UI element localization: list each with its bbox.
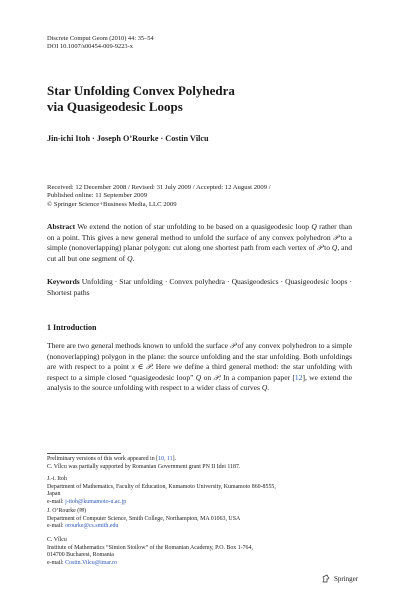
author-list: Jin-ichi Itoh · Joseph O’Rourke · Costin Vîlcu — [47, 134, 209, 143]
section-heading: 1 Introduction — [47, 323, 97, 332]
publisher-name: Springer — [334, 575, 359, 583]
intro-text: . Here we define a third general method: the star unfolding with respect to a simple closed “quasigeodesic loop” — [47, 362, 352, 382]
note-text: ]. — [172, 456, 177, 462]
citation-link[interactable]: 10, 11 — [158, 456, 173, 462]
keywords-text: Unfolding · Star unfolding · Convex polyhedra · Quasigeodesics · Quasigeodesic loops · Shortest paths — [47, 277, 352, 297]
abstract-label: Abstract — [47, 222, 76, 231]
email-label: e-mail: — [47, 560, 66, 567]
math-symbol: 𝒫 — [213, 372, 219, 382]
title-line-1: Star Unfolding Convex Polyhedra — [47, 83, 235, 98]
grant-note: C. Vîlcu was partially supported by Romanian Government grant PN II Idei 1187. — [47, 463, 241, 470]
email-link[interactable]: Costin.Vilcu@imar.ro — [65, 560, 118, 567]
math-symbol: Q — [261, 383, 268, 393]
springer-horse-icon — [321, 574, 331, 584]
intro-text: on — [201, 372, 214, 382]
affiliation-city: 014700 Bucharest, Romania — [47, 552, 114, 559]
math-symbol: Q — [311, 222, 317, 231]
dates-line-1: Received: 12 December 2008 / Revised: 31 July 2009 / Accepted: 12 August 2009 / — [47, 184, 271, 191]
publication-dates — [47, 184, 271, 209]
math-symbol: Q — [127, 253, 133, 263]
email-label: e-mail: — [47, 499, 66, 506]
math-symbol: 𝒫 — [229, 341, 236, 350]
affiliation-dept: Department of Mathematics, Faculty of Education, Kumamoto University, Kumamoto 860-8555, — [47, 483, 276, 490]
affiliation-vilcu — [47, 537, 367, 568]
author-name: J.-i. Itoh — [47, 476, 67, 482]
journal-citation: Discrete Comput Geom (2010) 44: 35–54 — [47, 35, 154, 42]
doi: DOI 10.1007/s00454-009-9223-x — [47, 43, 133, 51]
email-line — [47, 523, 367, 531]
abstract-text: rather than on a point. This gives a new general method to unfold the surface of any convex polyhedron — [47, 222, 352, 242]
author-name: J. O’Rourke (✉) — [47, 508, 87, 514]
email-link[interactable]: j-itoh@kumamoto-u.ac.jp — [65, 499, 127, 506]
abstract — [47, 222, 352, 264]
introduction-paragraph — [47, 341, 352, 394]
abstract-text: We extend the notion of star unfolding to be based on a quasigeodesic loop — [75, 222, 312, 231]
citation-link[interactable]: 12 — [294, 372, 303, 382]
math-symbol: 𝒫 — [316, 243, 323, 253]
footnote-notes — [47, 456, 367, 471]
abstract-text: , and cut all but one segment of — [47, 243, 352, 263]
email-line — [47, 560, 367, 568]
intro-text: of any convex polyhedron to a simple (nonoverlapping) polygon in the plane: the source unfolding and the star unfolding. Both unfoldings are with respect to a point — [47, 341, 352, 372]
publisher-logo — [321, 574, 358, 584]
affiliation-institute: Institute of Mathematics “Simion Stoilow” of the Romanian Academy, P.O. Box 1-764, — [47, 544, 253, 551]
math-symbol: Q — [195, 372, 202, 382]
affiliation-dept: Department of Computer Science, Smith College, Northampton, MA 01063, USA — [47, 515, 241, 522]
copyright: © Springer Science+Business Media, LLC 2009 — [47, 200, 177, 208]
author-name: C. Vîlcu — [47, 537, 67, 543]
affiliation-country: Japan — [47, 491, 61, 498]
affiliation-itoh — [47, 476, 367, 507]
abstract-text: to — [322, 243, 332, 253]
footnote-divider — [47, 453, 121, 454]
math-symbol: 𝒫 — [332, 232, 339, 242]
email-line — [47, 499, 367, 507]
intro-text: ], we extend the analysis to the source unfolding with respect to a wider class of curves — [47, 372, 352, 393]
email-link[interactable]: orourke@cs.smith.edu — [65, 523, 119, 530]
paper-title — [47, 83, 235, 114]
keywords-label: Keywords — [47, 277, 80, 286]
email-label: e-mail: — [47, 523, 66, 530]
note-text: Preliminary versions of this work appeared in [ — [47, 456, 159, 462]
intro-text: . In a companion paper [ — [218, 372, 295, 382]
math-symbol: x ∈ 𝒫 — [131, 362, 152, 372]
title-line-2: via Quasigeodesic Loops — [47, 98, 183, 114]
intro-text: There are two general methods known to unfold the surface — [47, 341, 230, 350]
intro-text: . — [267, 383, 270, 393]
keywords — [47, 277, 352, 298]
abstract-text: to a simple (nonoverlapping) planar polygon: cut along one shortest path from each vertex of — [47, 232, 352, 253]
dates-line-2: Published online: 11 September 2009 — [47, 192, 148, 200]
math-symbol: Q — [331, 243, 338, 253]
journal-header — [47, 35, 154, 52]
affiliation-orourke — [47, 508, 367, 531]
abstract-text: . — [132, 253, 135, 263]
preliminary-note — [47, 456, 367, 464]
